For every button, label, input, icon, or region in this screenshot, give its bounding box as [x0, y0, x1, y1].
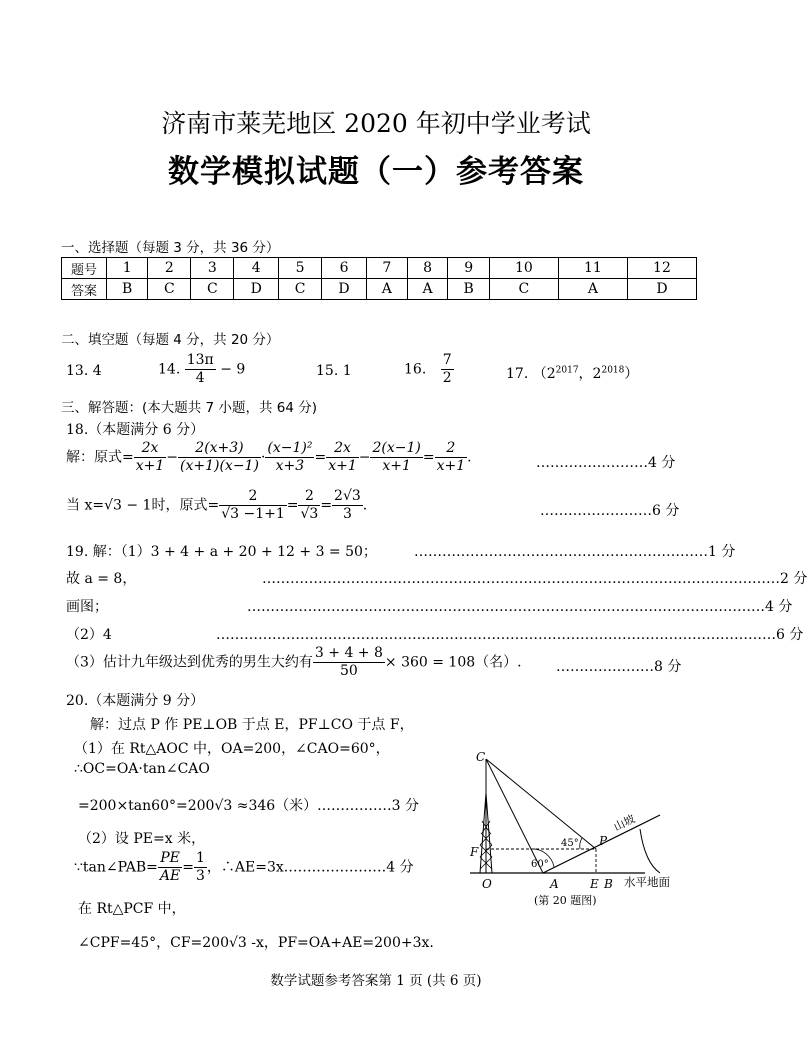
q16-numerator: 7	[442, 352, 452, 368]
q17-close: ）	[624, 366, 639, 382]
q19-line3: 画图；	[66, 599, 108, 615]
table-cell: 2	[148, 258, 191, 279]
table-row	[62, 258, 697, 279]
row-label-answer: 答案	[62, 279, 107, 300]
equals-sign: =	[314, 449, 327, 466]
answer-13: 13. 4	[66, 363, 102, 379]
table-cell: 11	[558, 258, 627, 279]
table-cell: C	[148, 279, 191, 300]
table-cell: A	[558, 279, 627, 300]
denominator: 50	[339, 663, 358, 679]
q19-score-1: ………………………………………………………1 分	[414, 544, 736, 560]
table-cell: B	[107, 279, 148, 300]
q20-score-3: ……………3 分	[321, 798, 419, 814]
table-cell: C	[489, 279, 558, 300]
q18-fraction-8	[298, 488, 320, 523]
q20-line3: ∴OC=OA·tan∠CAO	[74, 761, 210, 777]
q19-line5	[66, 645, 522, 680]
q16-fraction	[441, 352, 454, 387]
figure-caption: (第 20 题图)	[534, 894, 597, 907]
table-cell: 6	[322, 258, 367, 279]
equals-sign: =	[286, 497, 299, 514]
label-B: B	[604, 877, 613, 891]
numerator: PE	[158, 850, 182, 868]
q20-line6-prefix: ∵tan∠PAB=	[74, 859, 158, 876]
q19-score-4: …………………………………………………………………………………………………………6 分	[216, 627, 804, 643]
table-cell: 9	[448, 258, 489, 279]
table-row	[62, 279, 697, 300]
period: .	[362, 497, 368, 514]
label-E: E	[590, 877, 599, 891]
q18-prefix: 解：原式=	[66, 449, 134, 466]
q20-line5: （2）设 PE=x 米，	[78, 831, 206, 847]
answer-16	[404, 352, 454, 387]
q16-denominator: 2	[442, 370, 452, 386]
title-line1: 济南市莱芜地区 2020 年初中学业考试	[161, 109, 591, 138]
table-cell: 10	[489, 258, 558, 279]
denominator: (x+1)(x−1)	[180, 458, 259, 474]
q20-line4	[78, 795, 419, 815]
q18-fraction-9	[332, 488, 363, 523]
numerator: 3 + 4 + 8	[314, 645, 383, 661]
table-cell: A	[407, 279, 448, 300]
q20-line6	[74, 850, 414, 885]
q20-fraction-2	[194, 850, 207, 885]
denominator: √3	[300, 506, 319, 522]
label-C: C	[476, 750, 486, 764]
numerator: 2	[435, 440, 468, 458]
numerator: 2√3	[334, 488, 361, 504]
period: .	[467, 449, 472, 466]
q19-score-5: …………………8 分	[556, 659, 682, 675]
numerator: (x−1)²	[267, 440, 313, 456]
q18-score-2: ……………………6 分	[540, 503, 680, 519]
denominator: x+1	[135, 458, 165, 474]
q18-score-1: ……………………4 分	[536, 455, 676, 471]
q20-line2: （1）在 Rt△AOC 中，OA=200，∠CAO=60°，	[74, 741, 390, 757]
equals-sign: =	[182, 859, 194, 876]
q18-title: 18.（本题满分 6 分）	[66, 422, 205, 438]
denominator: AE	[159, 868, 181, 884]
numerator: 2	[298, 488, 320, 506]
numerator: 2(x−1)	[372, 440, 421, 456]
angle-45-arc	[580, 838, 582, 849]
q18-fraction-2	[178, 440, 261, 475]
label-F: F	[470, 845, 479, 859]
dot-sign: ·	[260, 449, 266, 466]
q14-numerator: 13π	[186, 352, 214, 368]
denominator: x+3	[275, 458, 305, 474]
q14-label: 14.	[158, 361, 181, 378]
minus-sign: −	[358, 449, 371, 466]
page-footer: 数学试题参考答案第 1 页 (共 6 页)	[270, 973, 482, 989]
label-slope: 山坡	[611, 812, 638, 834]
q20-line4-text: =200×tan60°=200√3 ≈346（米）.	[78, 798, 322, 814]
row-label-number: 题号	[62, 258, 107, 279]
denominator: x+1	[328, 458, 357, 474]
label-angle-45: 45°	[561, 838, 579, 849]
q17-separator: ，2	[578, 366, 602, 382]
q20-score-4: …………………4 分	[288, 859, 414, 876]
q19-score-2: …………………………………………………………………………………………………2 分	[262, 571, 807, 587]
answer-table	[61, 257, 697, 300]
q14-denominator: 4	[195, 370, 205, 386]
label-A: A	[550, 877, 559, 891]
q20-title: 20.（本题满分 9 分）	[66, 693, 205, 709]
label-P: P	[599, 834, 608, 848]
title-line2: 数学模拟试题（一）参考答案	[168, 154, 584, 190]
q18-fraction-5	[370, 440, 422, 475]
denominator: 3	[195, 868, 205, 884]
table-cell: D	[234, 279, 279, 300]
table-cell: C	[191, 279, 234, 300]
q17-exponent-1: 2017	[555, 365, 579, 376]
section2-heading: 二、填空题（每题 4 分，共 20 分）	[61, 332, 280, 348]
equals-sign: =	[422, 449, 435, 466]
table-cell: B	[448, 279, 489, 300]
q19-line1: 19. 解：（1）3 + 4 + a + 20 + 12 + 3 = 50；	[66, 544, 377, 560]
table-cell: 4	[234, 258, 279, 279]
answer-14	[158, 352, 245, 387]
q18-line2-prefix: 当 x=√3 − 1时，原式=	[66, 497, 220, 514]
line-CA	[486, 759, 543, 873]
label-angle-60: 60°	[531, 859, 549, 870]
line-CP	[486, 759, 596, 849]
q17-label: 17.	[506, 366, 529, 382]
q18-fraction-4	[326, 440, 359, 475]
table-cell: 5	[279, 258, 322, 279]
q20-line8: ∠CPF=45°，CF=200√3 -x，PF=OA+AE=200+3x.	[78, 935, 434, 951]
numerator: 2(x+3)	[178, 440, 261, 458]
q20-line6-suffix: ，∴AE=3x.	[206, 859, 289, 876]
q19-line5-prefix: （3）估计九年级达到优秀的男生大约有	[66, 654, 313, 671]
section1-heading: 一、选择题（每题 3 分，共 36 分）	[61, 240, 280, 256]
denominator: x+1	[436, 458, 466, 474]
q19-fraction	[313, 645, 385, 680]
numerator: 1	[195, 850, 205, 866]
denominator: 3	[342, 506, 352, 522]
table-cell: 3	[191, 258, 234, 279]
table-cell: 8	[407, 258, 448, 279]
numerator: 2	[219, 488, 287, 506]
table-cell: 7	[366, 258, 407, 279]
table-cell: 12	[627, 258, 696, 279]
tower-icon	[480, 759, 492, 873]
equals-sign: =	[320, 497, 333, 514]
q20-line1: 解：过点 P 作 PE⊥OB 于点 E，PF⊥CO 于点 F，	[90, 717, 414, 733]
answer-17	[506, 363, 638, 383]
q17-open: （2	[532, 366, 556, 382]
q19-line4: （2）4	[66, 627, 112, 643]
table-cell: A	[366, 279, 407, 300]
q19-score-3: …………………………………………………………………………………………………4 分	[247, 599, 793, 615]
hill-curve	[640, 829, 660, 873]
q14-fraction	[185, 352, 216, 387]
denominator: x+1	[382, 458, 411, 474]
minus-sign: −	[166, 449, 179, 466]
table-cell: D	[322, 279, 367, 300]
q19-line2: 故 a = 8，	[66, 571, 137, 587]
label-O: O	[482, 877, 492, 891]
q18-fraction-1	[134, 440, 167, 475]
q20-fraction-1	[158, 850, 182, 885]
q18-fraction-7	[219, 488, 287, 523]
table-cell: C	[279, 279, 322, 300]
q18-line1	[66, 440, 472, 475]
q17-exponent-2: 2018	[601, 365, 625, 376]
numerator: 2x	[134, 440, 167, 458]
numerator: 2x	[326, 440, 359, 458]
q18-fraction-3	[265, 440, 314, 475]
section3-heading: 三、解答题：(本大题共 7 小题，共 64 分)	[61, 400, 317, 416]
denominator: √3 −1+1	[221, 506, 285, 522]
label-ground: 水平地面	[624, 875, 670, 889]
q16-label: 16.	[404, 361, 427, 378]
table-cell: 1	[107, 258, 148, 279]
answer-15: 15. 1	[316, 363, 352, 379]
q14-tail: − 9	[220, 361, 246, 378]
q18-fraction-6	[435, 440, 468, 475]
q20-line7: 在 Rt△PCF 中，	[78, 901, 186, 917]
table-cell: D	[627, 279, 696, 300]
figure-20	[460, 745, 700, 915]
q19-line5-suffix: × 360 = 108（名）.	[384, 654, 522, 671]
q18-line2	[66, 488, 367, 523]
